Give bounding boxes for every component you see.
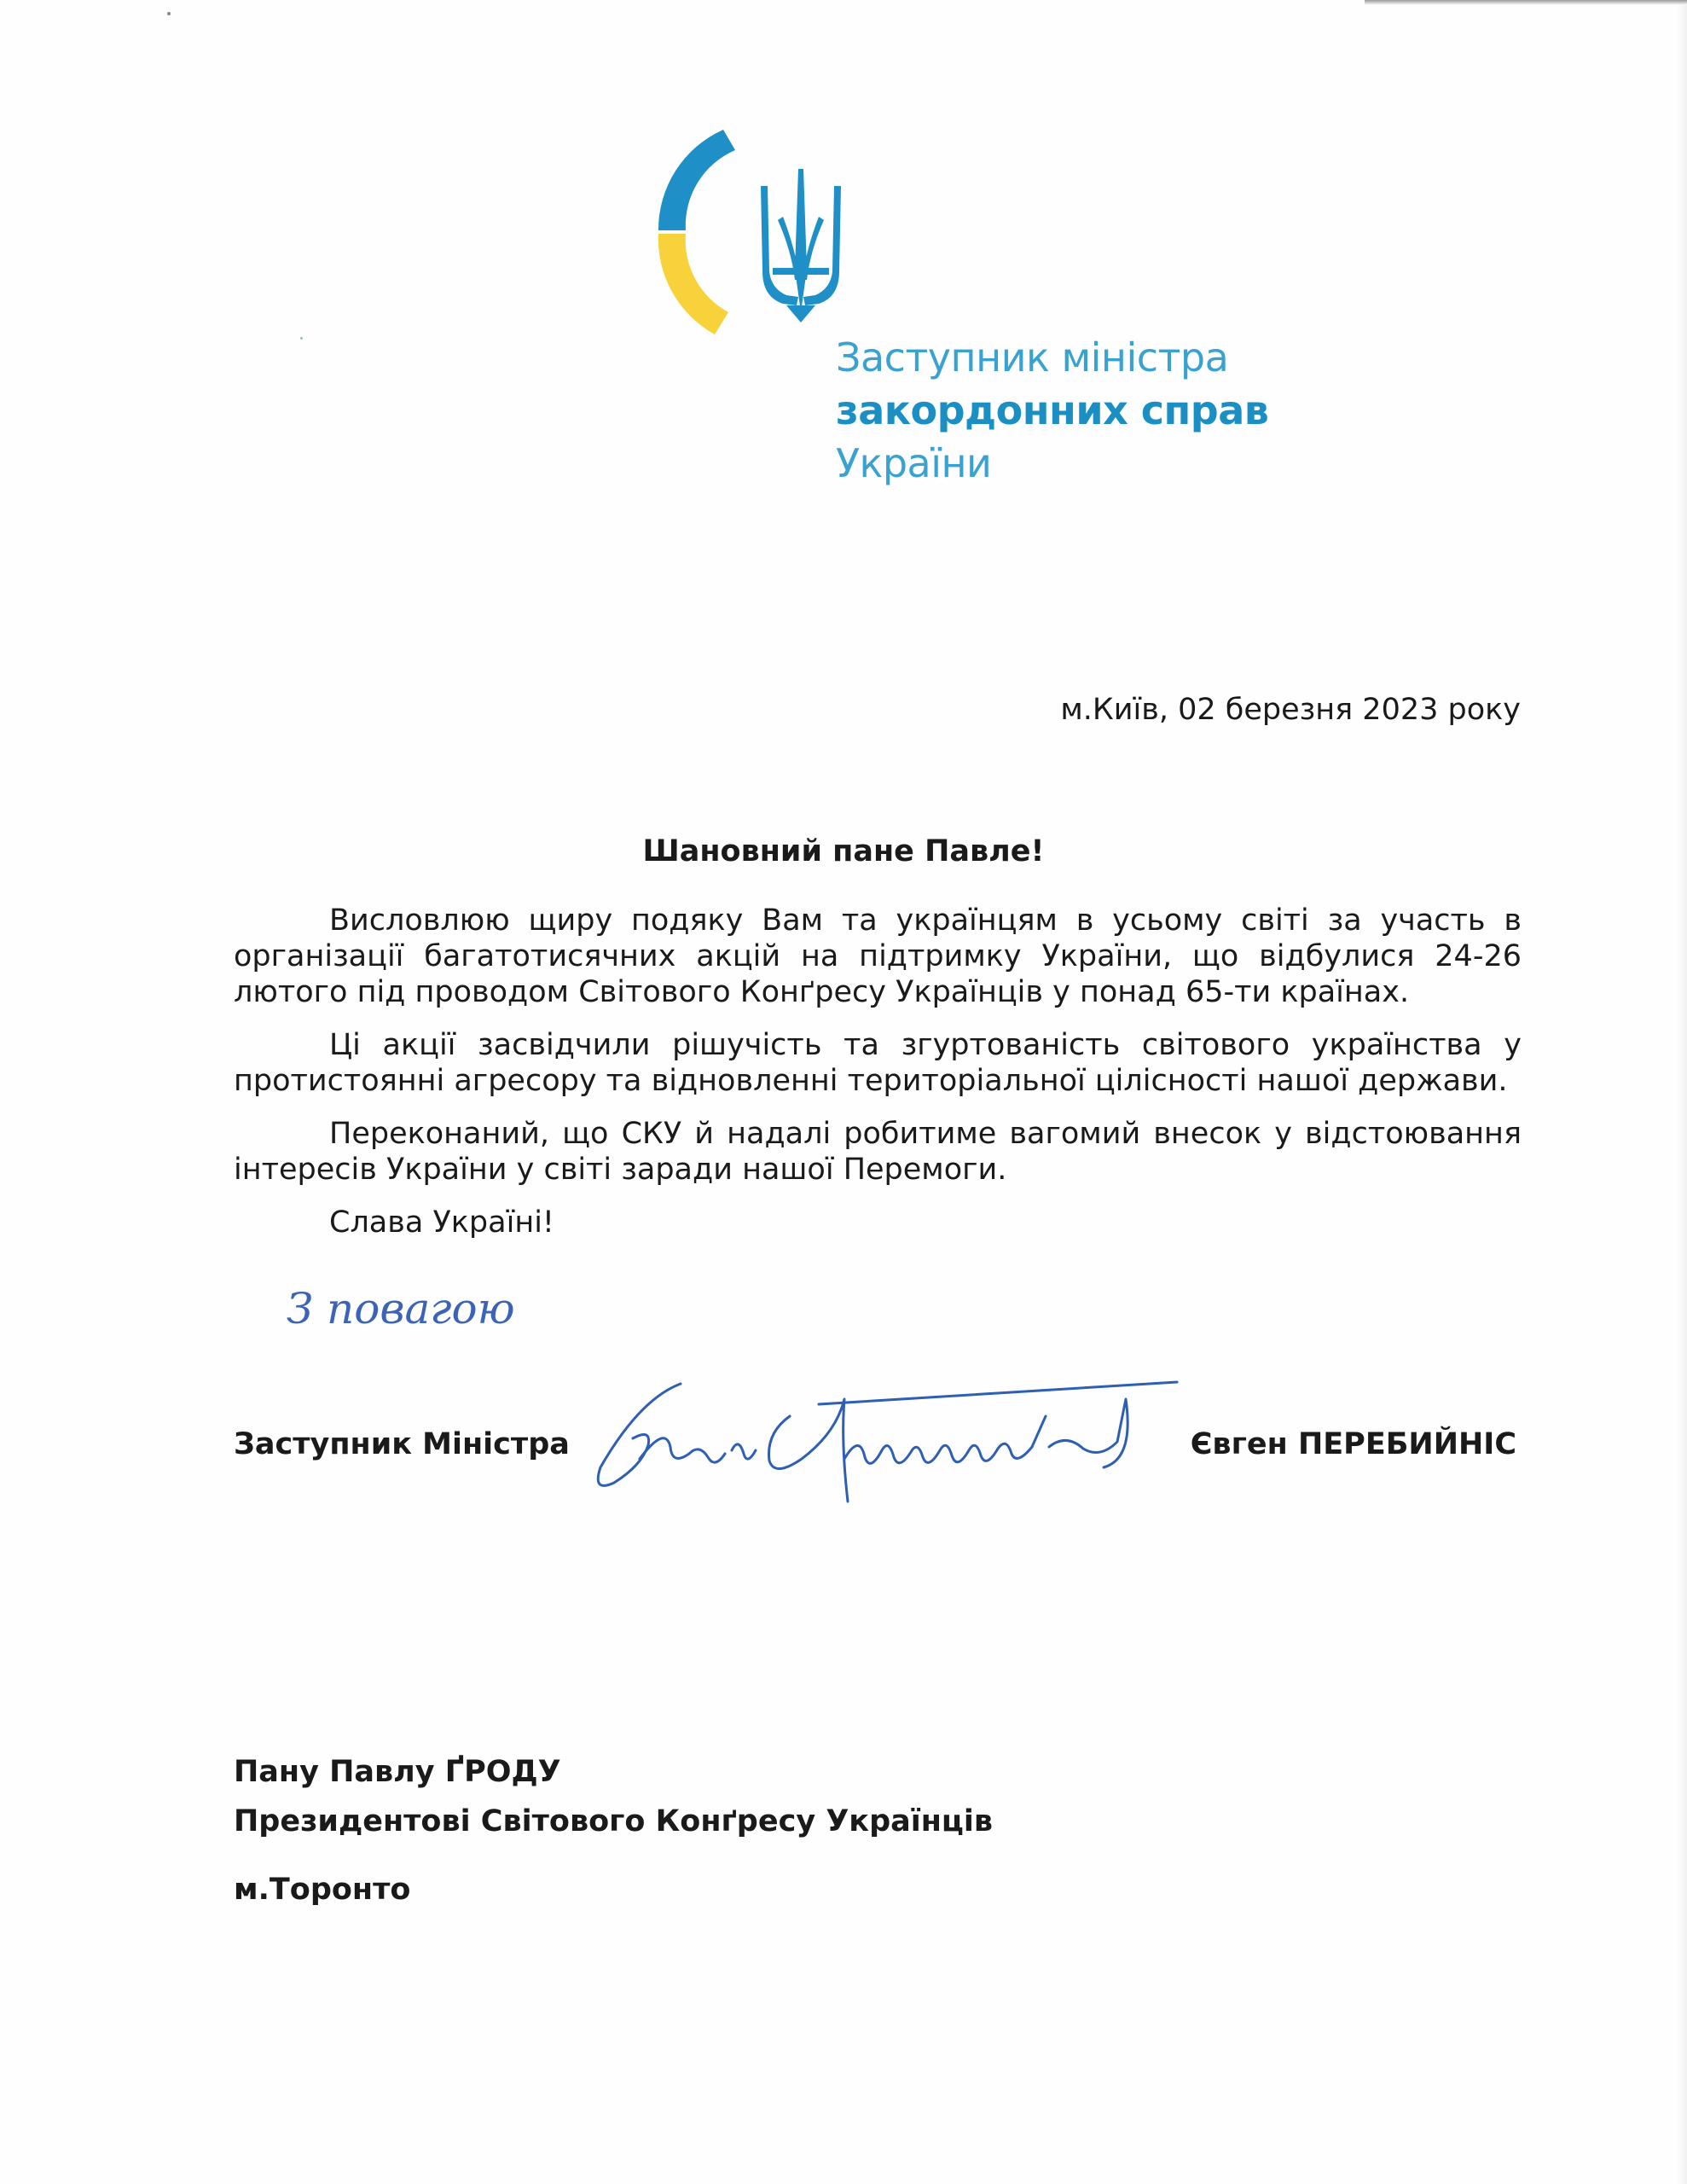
body-paragraph: Висловлюю щиру подяку Вам та українцям в усьому світі за участь в організації багатотисячних акцій на підтримку України, що відбулися 24-26 лютого під проводом Світового Конґресу Українців у понад 65-ти країнах. bbox=[234, 903, 1522, 1009]
body-paragraph: Ці акції засвідчили рішучість та згуртованість світового українства у протистоянні агресору та відновленні територіальної цілісності нашої держави. bbox=[234, 1028, 1522, 1098]
addressee-block bbox=[234, 1747, 993, 1914]
body-paragraph: Переконаний, що СКУ й надалі робитиме вагомий внесок у відстоювання інтересів України у світі заради нашої Перемоги. bbox=[234, 1117, 1522, 1187]
scan-edge-shadow bbox=[1675, 0, 1687, 2184]
ministry-title bbox=[836, 331, 1268, 490]
salutation: Шановний пане Павле! bbox=[642, 834, 1045, 868]
ministry-line-3: України bbox=[836, 440, 992, 486]
handwritten-signature-icon bbox=[588, 1365, 1194, 1510]
scan-speck bbox=[167, 12, 171, 15]
letter-body bbox=[234, 903, 1522, 1258]
closing-line: Слава Україні! bbox=[329, 1205, 554, 1240]
scan-top-shadow bbox=[1365, 0, 1687, 5]
trident-emblem-icon bbox=[648, 119, 870, 350]
addressee-city: м.Торонто bbox=[234, 1873, 411, 1907]
handwritten-note-text: З повагою bbox=[287, 1284, 515, 1333]
ministry-line-1: Заступник міністра bbox=[836, 334, 1229, 380]
scan-speck bbox=[300, 337, 303, 340]
ministry-line-2: закордонних справ bbox=[836, 387, 1269, 433]
signatory-title: Заступник Міністра bbox=[234, 1427, 570, 1461]
handwritten-note bbox=[281, 1275, 623, 1344]
place-and-date: м.Київ, 02 березня 2023 року bbox=[1060, 693, 1521, 727]
signatory-name: Євген ПЕРЕБИЙНІС bbox=[1190, 1427, 1516, 1461]
addressee-position: Президентові Світового Конґресу Українців bbox=[234, 1804, 994, 1838]
addressee-name: Пану Павлу ҐРОДУ bbox=[234, 1755, 561, 1789]
